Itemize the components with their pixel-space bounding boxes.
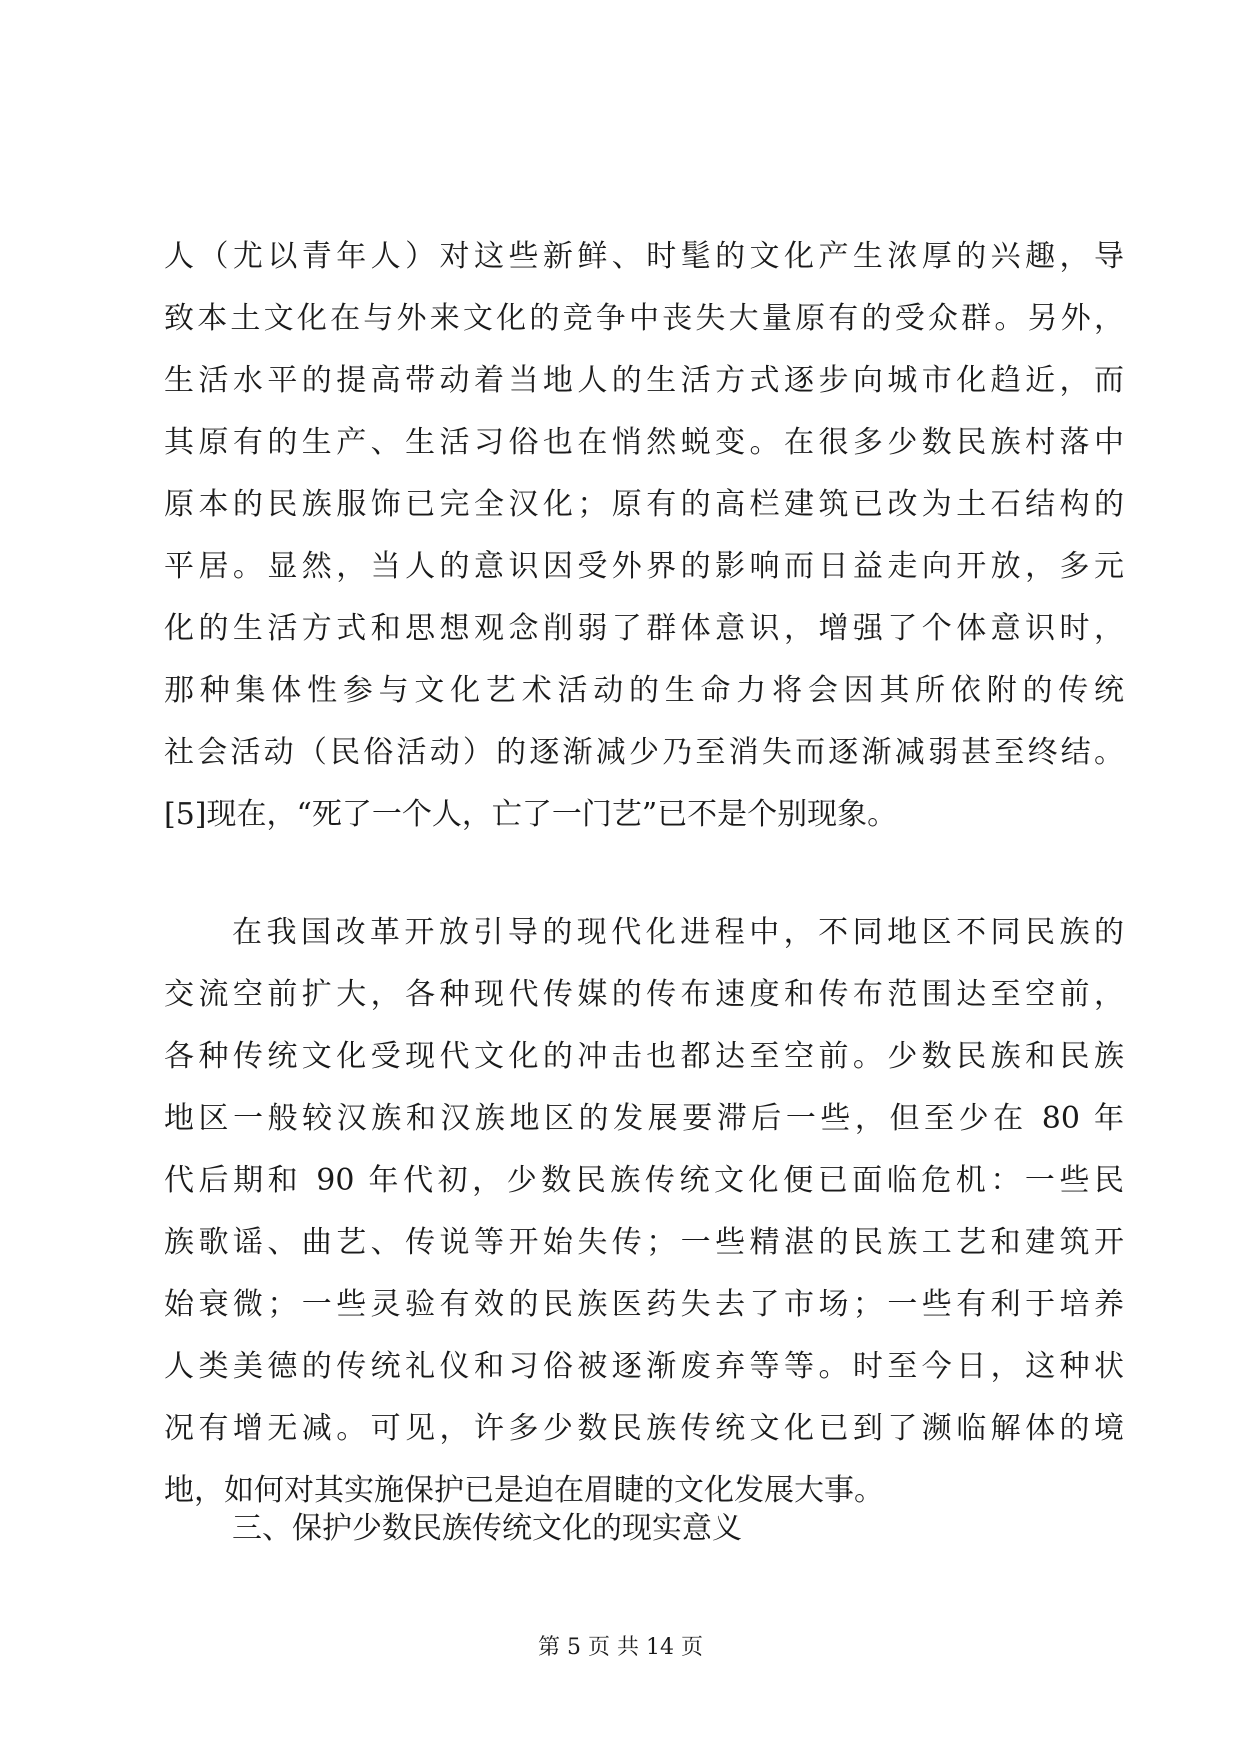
text-line: 始衰微；一些灵验有效的民族医药失去了市场；一些有利于培养 — [164, 1287, 1124, 1322]
section-heading-text: 三、保护少数民族传统文化的现实意义 — [232, 1511, 742, 1546]
text-line: 人（尤以青年人）对这些新鲜、时髦的文化产生浓厚的兴趣，导 — [164, 239, 1124, 274]
body-paragraph-2 — [164, 902, 1124, 1522]
text-line: 致本土文化在与外来文化的竞争中丧失大量原有的受众群。另外， — [164, 301, 1124, 336]
text-line: 那种集体性参与文化艺术活动的生命力将会因其所依附的传统 — [164, 673, 1124, 708]
text-line: 原本的民族服饰已完全汉化；原有的高栏建筑已改为土石结构的 — [164, 487, 1124, 522]
text-line: 化的生活方式和思想观念削弱了群体意识，增强了个体意识时， — [164, 611, 1124, 646]
page-footer: 第 5 页 共 14 页 — [538, 1635, 703, 1660]
text-line: 在我国改革开放引导的现代化进程中，不同地区不同民族的 — [232, 915, 1124, 950]
body-paragraph-1 — [164, 226, 1124, 846]
text-line: 况有增无减。可见，许多少数民族传统文化已到了濒临解体的境 — [164, 1411, 1124, 1446]
text-line: 社会活动（民俗活动）的逐渐减少乃至消失而逐渐减弱甚至终结。 — [164, 735, 1124, 770]
text-line: 平居。显然，当人的意识因受外界的影响而日益走向开放，多元 — [164, 549, 1124, 584]
text-line: 其原有的生产、生活习俗也在悄然蜕变。在很多少数民族村落中 — [164, 425, 1124, 460]
text-line: 生活水平的提高带动着当地人的生活方式逐步向城市化趋近，而 — [164, 363, 1124, 398]
text-line: 交流空前扩大，各种现代传媒的传布速度和传布范围达至空前， — [164, 977, 1124, 1012]
text-line: 代后期和 90 年代初，少数民族传统文化便已面临危机：一些民 — [164, 1163, 1124, 1198]
text-line: 地区一般较汉族和汉族地区的发展要滞后一些，但至少在 80 年 — [164, 1101, 1124, 1136]
text-line: 各种传统文化受现代文化的冲击也都达至空前。少数民族和民族 — [164, 1039, 1124, 1074]
section-heading — [164, 1498, 1124, 1560]
text-line: 人类美德的传统礼仪和习俗被逐渐废弃等等。时至今日，这种状 — [164, 1349, 1124, 1384]
text-line: 地，如何对其实施保护已是迫在眉睫的文化发展大事。 — [164, 1473, 884, 1508]
text-line: [5]现在，“死了一个人，亡了一门艺”已不是个别现象。 — [164, 797, 898, 832]
text-line: 族歌谣、曲艺、传说等开始失传；一些精湛的民族工艺和建筑开 — [164, 1225, 1124, 1260]
